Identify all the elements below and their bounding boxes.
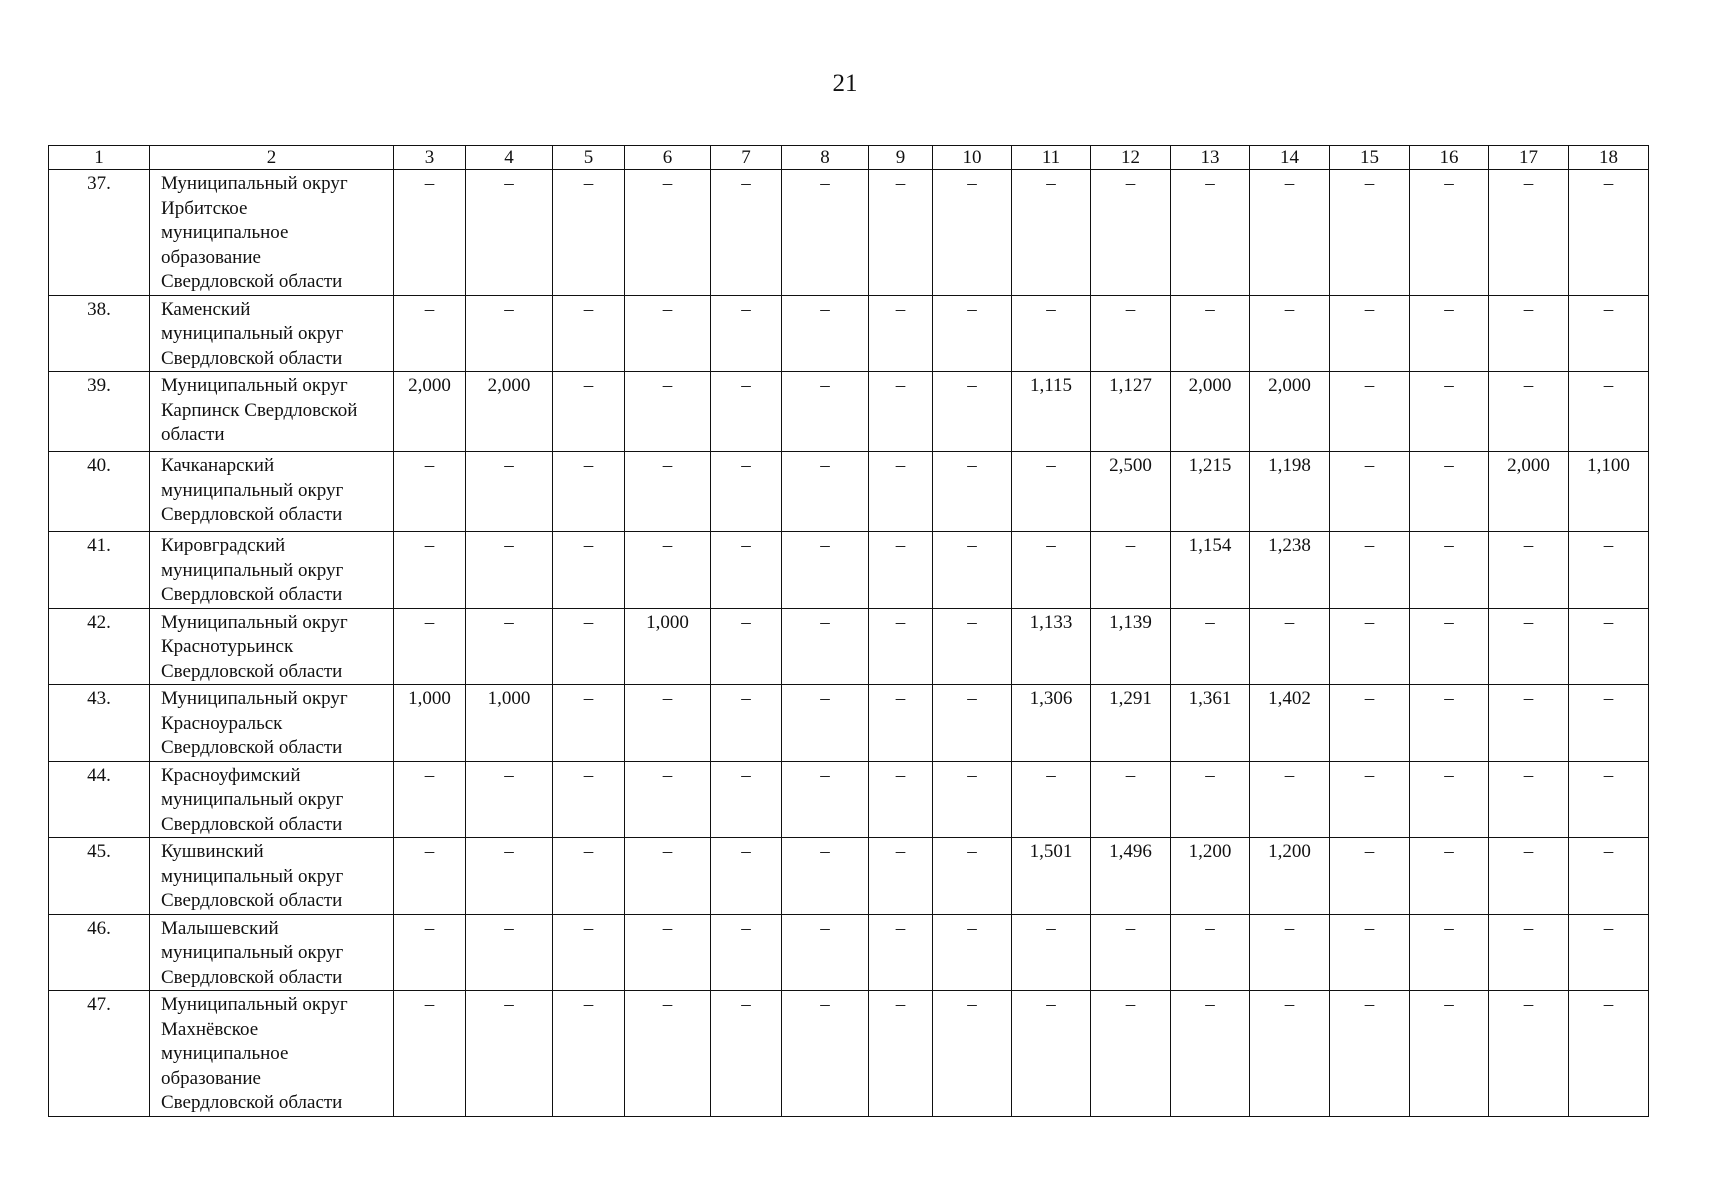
- value-cell-col-9: –: [869, 532, 933, 609]
- header-row: [49, 146, 1649, 170]
- value-cell-col-10: –: [933, 608, 1012, 685]
- value-cell-col-7: –: [711, 685, 782, 762]
- value-cell-col-10: –: [933, 532, 1012, 609]
- value-cell-col-6: –: [625, 914, 711, 991]
- value-cell-col-7: –: [711, 608, 782, 685]
- value-cell-col-17: –: [1489, 991, 1569, 1117]
- value-cell-col-8: –: [782, 532, 869, 609]
- value-cell-col-9: –: [869, 295, 933, 372]
- value-cell-col-14: –: [1250, 761, 1330, 838]
- value-cell-col-5: –: [553, 991, 625, 1117]
- value-cell-col-4: –: [466, 838, 553, 915]
- value-cell-col-17: –: [1489, 761, 1569, 838]
- value-cell-col-16: –: [1410, 838, 1489, 915]
- data-table: [48, 145, 1649, 1117]
- row-number: 42.: [49, 608, 150, 685]
- value-cell-col-5: –: [553, 372, 625, 452]
- value-cell-col-6: –: [625, 991, 711, 1117]
- column-header-3: 3: [394, 146, 466, 170]
- municipality-name: [150, 452, 394, 532]
- value-cell-col-13: 1,215: [1171, 452, 1250, 532]
- value-cell-col-5: –: [553, 914, 625, 991]
- value-cell-col-3: –: [394, 452, 466, 532]
- value-cell-col-16: –: [1410, 532, 1489, 609]
- table-row: [49, 914, 1649, 991]
- municipality-name-line: Кировградский: [161, 535, 286, 556]
- value-cell-col-8: –: [782, 685, 869, 762]
- municipality-name-line: Красноуральск: [161, 712, 283, 734]
- value-cell-col-9: –: [869, 838, 933, 915]
- municipality-name: [150, 295, 394, 372]
- municipality-name-line: Свердловской области: [161, 966, 343, 988]
- value-cell-col-15: –: [1330, 532, 1410, 609]
- value-cell-col-11: –: [1012, 761, 1091, 838]
- value-cell-col-9: –: [869, 991, 933, 1117]
- value-cell-col-14: –: [1250, 608, 1330, 685]
- value-cell-col-12: 1,127: [1091, 372, 1171, 452]
- value-cell-col-16: –: [1410, 170, 1489, 296]
- row-number: 37.: [49, 170, 150, 296]
- municipality-name-line: муниципальный округ: [161, 479, 344, 501]
- value-cell-col-17: –: [1489, 685, 1569, 762]
- value-cell-col-13: –: [1171, 761, 1250, 838]
- value-cell-col-17: –: [1489, 532, 1569, 609]
- value-cell-col-11: 1,133: [1012, 608, 1091, 685]
- value-cell-col-12: –: [1091, 295, 1171, 372]
- value-cell-col-3: –: [394, 838, 466, 915]
- value-cell-col-13: –: [1171, 170, 1250, 296]
- municipality-name: [150, 532, 394, 609]
- value-cell-col-6: –: [625, 372, 711, 452]
- value-cell-col-11: –: [1012, 295, 1091, 372]
- value-cell-col-8: –: [782, 761, 869, 838]
- row-number: 46.: [49, 914, 150, 991]
- value-cell-col-13: 1,154: [1171, 532, 1250, 609]
- value-cell-col-7: –: [711, 991, 782, 1117]
- table-row: [49, 991, 1649, 1117]
- column-header-15: 15: [1330, 146, 1410, 170]
- value-cell-col-15: –: [1330, 991, 1410, 1117]
- municipality-name-line: муниципальное: [161, 1043, 289, 1064]
- column-header-9: 9: [869, 146, 933, 170]
- value-cell-col-9: –: [869, 761, 933, 838]
- value-cell-col-4: –: [466, 914, 553, 991]
- value-cell-col-15: –: [1330, 761, 1410, 838]
- value-cell-col-12: –: [1091, 991, 1171, 1117]
- municipality-name-line: Краснотурьинск: [161, 636, 294, 657]
- value-cell-col-12: 2,500: [1091, 452, 1171, 532]
- value-cell-col-13: 2,000: [1171, 372, 1250, 452]
- value-cell-col-8: –: [782, 452, 869, 532]
- value-cell-col-3: –: [394, 170, 466, 296]
- row-number: 45.: [49, 838, 150, 915]
- municipality-name: [150, 914, 394, 991]
- column-header-1: 1: [49, 146, 150, 170]
- value-cell-col-4: –: [466, 452, 553, 532]
- value-cell-col-7: –: [711, 914, 782, 991]
- value-cell-col-8: –: [782, 914, 869, 991]
- value-cell-col-5: –: [553, 838, 625, 915]
- municipality-name-line: образование: [161, 1067, 261, 1089]
- value-cell-col-11: –: [1012, 991, 1091, 1117]
- municipality-name-line: муниципальный округ: [161, 789, 344, 810]
- value-cell-col-10: –: [933, 685, 1012, 762]
- value-cell-col-3: 2,000: [394, 372, 466, 452]
- value-cell-col-3: –: [394, 532, 466, 609]
- value-cell-col-12: –: [1091, 532, 1171, 609]
- value-cell-col-4: –: [466, 170, 553, 296]
- municipality-name-line: Свердловской области: [161, 890, 343, 911]
- value-cell-col-18: –: [1569, 372, 1649, 452]
- table-row: [49, 295, 1649, 372]
- value-cell-col-16: –: [1410, 914, 1489, 991]
- table-row: [49, 685, 1649, 762]
- column-header-11: 11: [1012, 146, 1091, 170]
- value-cell-col-7: –: [711, 532, 782, 609]
- value-cell-col-5: –: [553, 532, 625, 609]
- value-cell-col-12: 1,139: [1091, 608, 1171, 685]
- value-cell-col-9: –: [869, 914, 933, 991]
- value-cell-col-18: –: [1569, 685, 1649, 762]
- municipality-name-line: Свердловской области: [161, 660, 343, 682]
- value-cell-col-15: –: [1330, 914, 1410, 991]
- value-cell-col-8: –: [782, 991, 869, 1117]
- municipality-name-line: муниципальный округ: [161, 942, 344, 963]
- row-number: 40.: [49, 452, 150, 532]
- value-cell-col-7: –: [711, 838, 782, 915]
- value-cell-col-9: –: [869, 608, 933, 685]
- value-cell-col-17: –: [1489, 295, 1569, 372]
- value-cell-col-16: –: [1410, 608, 1489, 685]
- municipality-name: [150, 685, 394, 762]
- value-cell-col-16: –: [1410, 295, 1489, 372]
- value-cell-col-15: –: [1330, 170, 1410, 296]
- table-body: [49, 170, 1649, 1117]
- page-number: 21: [832, 70, 858, 97]
- value-cell-col-6: –: [625, 532, 711, 609]
- value-cell-col-15: –: [1330, 452, 1410, 532]
- value-cell-col-10: –: [933, 914, 1012, 991]
- column-header-8: 8: [782, 146, 869, 170]
- value-cell-col-8: –: [782, 838, 869, 915]
- value-cell-col-8: –: [782, 170, 869, 296]
- value-cell-col-5: –: [553, 295, 625, 372]
- value-cell-col-12: –: [1091, 761, 1171, 838]
- value-cell-col-15: –: [1330, 685, 1410, 762]
- value-cell-col-17: 2,000: [1489, 452, 1569, 532]
- table-row: [49, 372, 1649, 452]
- value-cell-col-18: –: [1569, 608, 1649, 685]
- row-number: 38.: [49, 295, 150, 372]
- row-number: 39.: [49, 372, 150, 452]
- value-cell-col-3: –: [394, 914, 466, 991]
- value-cell-col-13: –: [1171, 295, 1250, 372]
- municipality-name-line: Свердловской области: [161, 584, 343, 605]
- table-row: [49, 170, 1649, 296]
- value-cell-col-9: –: [869, 452, 933, 532]
- value-cell-col-11: –: [1012, 170, 1091, 296]
- value-cell-col-18: –: [1569, 914, 1649, 991]
- municipality-name-line: Малышевский: [161, 917, 279, 939]
- value-cell-col-13: –: [1171, 914, 1250, 991]
- value-cell-col-3: –: [394, 295, 466, 372]
- row-number: 43.: [49, 685, 150, 762]
- municipality-name: [150, 170, 394, 296]
- municipality-name-line: Карпинск Свердловской: [161, 399, 358, 421]
- value-cell-col-15: –: [1330, 838, 1410, 915]
- municipality-name: [150, 761, 394, 838]
- value-cell-col-4: –: [466, 608, 553, 685]
- value-cell-col-10: –: [933, 170, 1012, 296]
- column-header-14: 14: [1250, 146, 1330, 170]
- column-header-17: 17: [1489, 146, 1569, 170]
- column-header-6: 6: [625, 146, 711, 170]
- value-cell-col-9: –: [869, 372, 933, 452]
- value-cell-col-11: –: [1012, 532, 1091, 609]
- column-header-4: 4: [466, 146, 553, 170]
- column-header-12: 12: [1091, 146, 1171, 170]
- value-cell-col-16: –: [1410, 761, 1489, 838]
- value-cell-col-12: –: [1091, 914, 1171, 991]
- value-cell-col-6: –: [625, 295, 711, 372]
- table-row: [49, 608, 1649, 685]
- value-cell-col-6: –: [625, 761, 711, 838]
- municipality-name-line: Свердловской области: [161, 737, 343, 758]
- column-header-5: 5: [553, 146, 625, 170]
- value-cell-col-12: 1,291: [1091, 685, 1171, 762]
- value-cell-col-3: –: [394, 991, 466, 1117]
- value-cell-col-16: –: [1410, 991, 1489, 1117]
- column-header-10: 10: [933, 146, 1012, 170]
- value-cell-col-3: –: [394, 761, 466, 838]
- value-cell-col-4: –: [466, 761, 553, 838]
- municipality-name-line: муниципальное: [161, 222, 289, 243]
- value-cell-col-5: –: [553, 608, 625, 685]
- table-row: [49, 532, 1649, 609]
- value-cell-col-17: –: [1489, 170, 1569, 296]
- value-cell-col-16: –: [1410, 685, 1489, 762]
- value-cell-col-17: –: [1489, 838, 1569, 915]
- value-cell-col-9: –: [869, 170, 933, 296]
- value-cell-col-16: –: [1410, 372, 1489, 452]
- municipality-name-line: Муниципальный округ: [161, 611, 348, 633]
- value-cell-col-8: –: [782, 608, 869, 685]
- municipality-name-line: области: [161, 424, 225, 445]
- value-cell-col-10: –: [933, 372, 1012, 452]
- municipality-name-line: муниципальный округ: [161, 865, 344, 887]
- municipality-name-line: Свердловской области: [161, 504, 343, 525]
- table-row: [49, 838, 1649, 915]
- value-cell-col-18: –: [1569, 532, 1649, 609]
- value-cell-col-6: –: [625, 685, 711, 762]
- table-row: [49, 452, 1649, 532]
- value-cell-col-4: 1,000: [466, 685, 553, 762]
- value-cell-col-17: –: [1489, 372, 1569, 452]
- municipality-name-line: Кушвинский: [161, 841, 264, 862]
- value-cell-col-5: –: [553, 452, 625, 532]
- value-cell-col-13: 1,361: [1171, 685, 1250, 762]
- value-cell-col-6: 1,000: [625, 608, 711, 685]
- value-cell-col-8: –: [782, 372, 869, 452]
- value-cell-col-4: –: [466, 532, 553, 609]
- municipality-name-line: Муниципальный округ: [161, 375, 348, 396]
- value-cell-col-10: –: [933, 295, 1012, 372]
- municipality-name-line: Свердловской области: [161, 271, 343, 292]
- column-header-13: 13: [1171, 146, 1250, 170]
- value-cell-col-3: 1,000: [394, 685, 466, 762]
- column-header-7: 7: [711, 146, 782, 170]
- value-cell-col-18: –: [1569, 991, 1649, 1117]
- value-cell-col-6: –: [625, 170, 711, 296]
- municipality-name-line: Муниципальный округ: [161, 994, 348, 1015]
- municipality-name-line: Свердловской области: [161, 813, 343, 835]
- value-cell-col-15: –: [1330, 372, 1410, 452]
- municipality-name-line: Каменский: [161, 298, 251, 320]
- value-cell-col-7: –: [711, 372, 782, 452]
- municipality-name-line: Свердловской области: [161, 1092, 343, 1113]
- column-header-2: 2: [150, 146, 394, 170]
- value-cell-col-11: 1,306: [1012, 685, 1091, 762]
- value-cell-col-18: 1,100: [1569, 452, 1649, 532]
- municipality-name-line: Ирбитское: [161, 197, 248, 219]
- municipality-name-line: муниципальный округ: [161, 323, 344, 344]
- value-cell-col-7: –: [711, 170, 782, 296]
- value-cell-col-6: –: [625, 452, 711, 532]
- municipality-name: [150, 372, 394, 452]
- value-cell-col-14: –: [1250, 170, 1330, 296]
- value-cell-col-7: –: [711, 295, 782, 372]
- value-cell-col-18: –: [1569, 761, 1649, 838]
- municipality-name-line: образование: [161, 246, 261, 268]
- municipality-name: [150, 991, 394, 1117]
- value-cell-col-10: –: [933, 452, 1012, 532]
- value-cell-col-4: –: [466, 295, 553, 372]
- table-row: [49, 761, 1649, 838]
- column-header-16: 16: [1410, 146, 1489, 170]
- value-cell-col-8: –: [782, 295, 869, 372]
- value-cell-col-14: 1,200: [1250, 838, 1330, 915]
- municipality-name-line: Свердловской области: [161, 347, 343, 369]
- value-cell-col-15: –: [1330, 608, 1410, 685]
- value-cell-col-14: –: [1250, 914, 1330, 991]
- value-cell-col-15: –: [1330, 295, 1410, 372]
- value-cell-col-10: –: [933, 838, 1012, 915]
- value-cell-col-13: 1,200: [1171, 838, 1250, 915]
- value-cell-col-18: –: [1569, 838, 1649, 915]
- municipality-name-line: Муниципальный округ: [161, 173, 348, 194]
- row-number: 44.: [49, 761, 150, 838]
- row-number: 47.: [49, 991, 150, 1117]
- data-table-container: [48, 145, 1649, 1117]
- value-cell-col-17: –: [1489, 608, 1569, 685]
- municipality-name-line: Качканарский: [161, 455, 275, 476]
- value-cell-col-18: –: [1569, 170, 1649, 296]
- value-cell-col-17: –: [1489, 914, 1569, 991]
- value-cell-col-9: –: [869, 685, 933, 762]
- value-cell-col-13: –: [1171, 608, 1250, 685]
- value-cell-col-6: –: [625, 838, 711, 915]
- value-cell-col-7: –: [711, 761, 782, 838]
- value-cell-col-14: 1,402: [1250, 685, 1330, 762]
- value-cell-col-14: 1,198: [1250, 452, 1330, 532]
- value-cell-col-4: 2,000: [466, 372, 553, 452]
- row-number: 41.: [49, 532, 150, 609]
- municipality-name-line: Махнёвское: [161, 1018, 259, 1040]
- value-cell-col-13: –: [1171, 991, 1250, 1117]
- municipality-name-line: Красноуфимский: [161, 764, 301, 786]
- value-cell-col-14: –: [1250, 295, 1330, 372]
- value-cell-col-7: –: [711, 452, 782, 532]
- value-cell-col-12: 1,496: [1091, 838, 1171, 915]
- value-cell-col-11: –: [1012, 914, 1091, 991]
- value-cell-col-5: –: [553, 170, 625, 296]
- municipality-name: [150, 838, 394, 915]
- municipality-name-line: муниципальный округ: [161, 559, 344, 581]
- municipality-name-line: Муниципальный округ: [161, 688, 348, 709]
- column-header-18: 18: [1569, 146, 1649, 170]
- value-cell-col-10: –: [933, 761, 1012, 838]
- value-cell-col-16: –: [1410, 452, 1489, 532]
- value-cell-col-3: –: [394, 608, 466, 685]
- value-cell-col-14: –: [1250, 991, 1330, 1117]
- value-cell-col-14: 2,000: [1250, 372, 1330, 452]
- value-cell-col-4: –: [466, 991, 553, 1117]
- value-cell-col-11: –: [1012, 452, 1091, 532]
- value-cell-col-12: –: [1091, 170, 1171, 296]
- value-cell-col-11: 1,115: [1012, 372, 1091, 452]
- value-cell-col-11: 1,501: [1012, 838, 1091, 915]
- municipality-name: [150, 608, 394, 685]
- value-cell-col-14: 1,238: [1250, 532, 1330, 609]
- value-cell-col-5: –: [553, 685, 625, 762]
- value-cell-col-10: –: [933, 991, 1012, 1117]
- value-cell-col-18: –: [1569, 295, 1649, 372]
- value-cell-col-5: –: [553, 761, 625, 838]
